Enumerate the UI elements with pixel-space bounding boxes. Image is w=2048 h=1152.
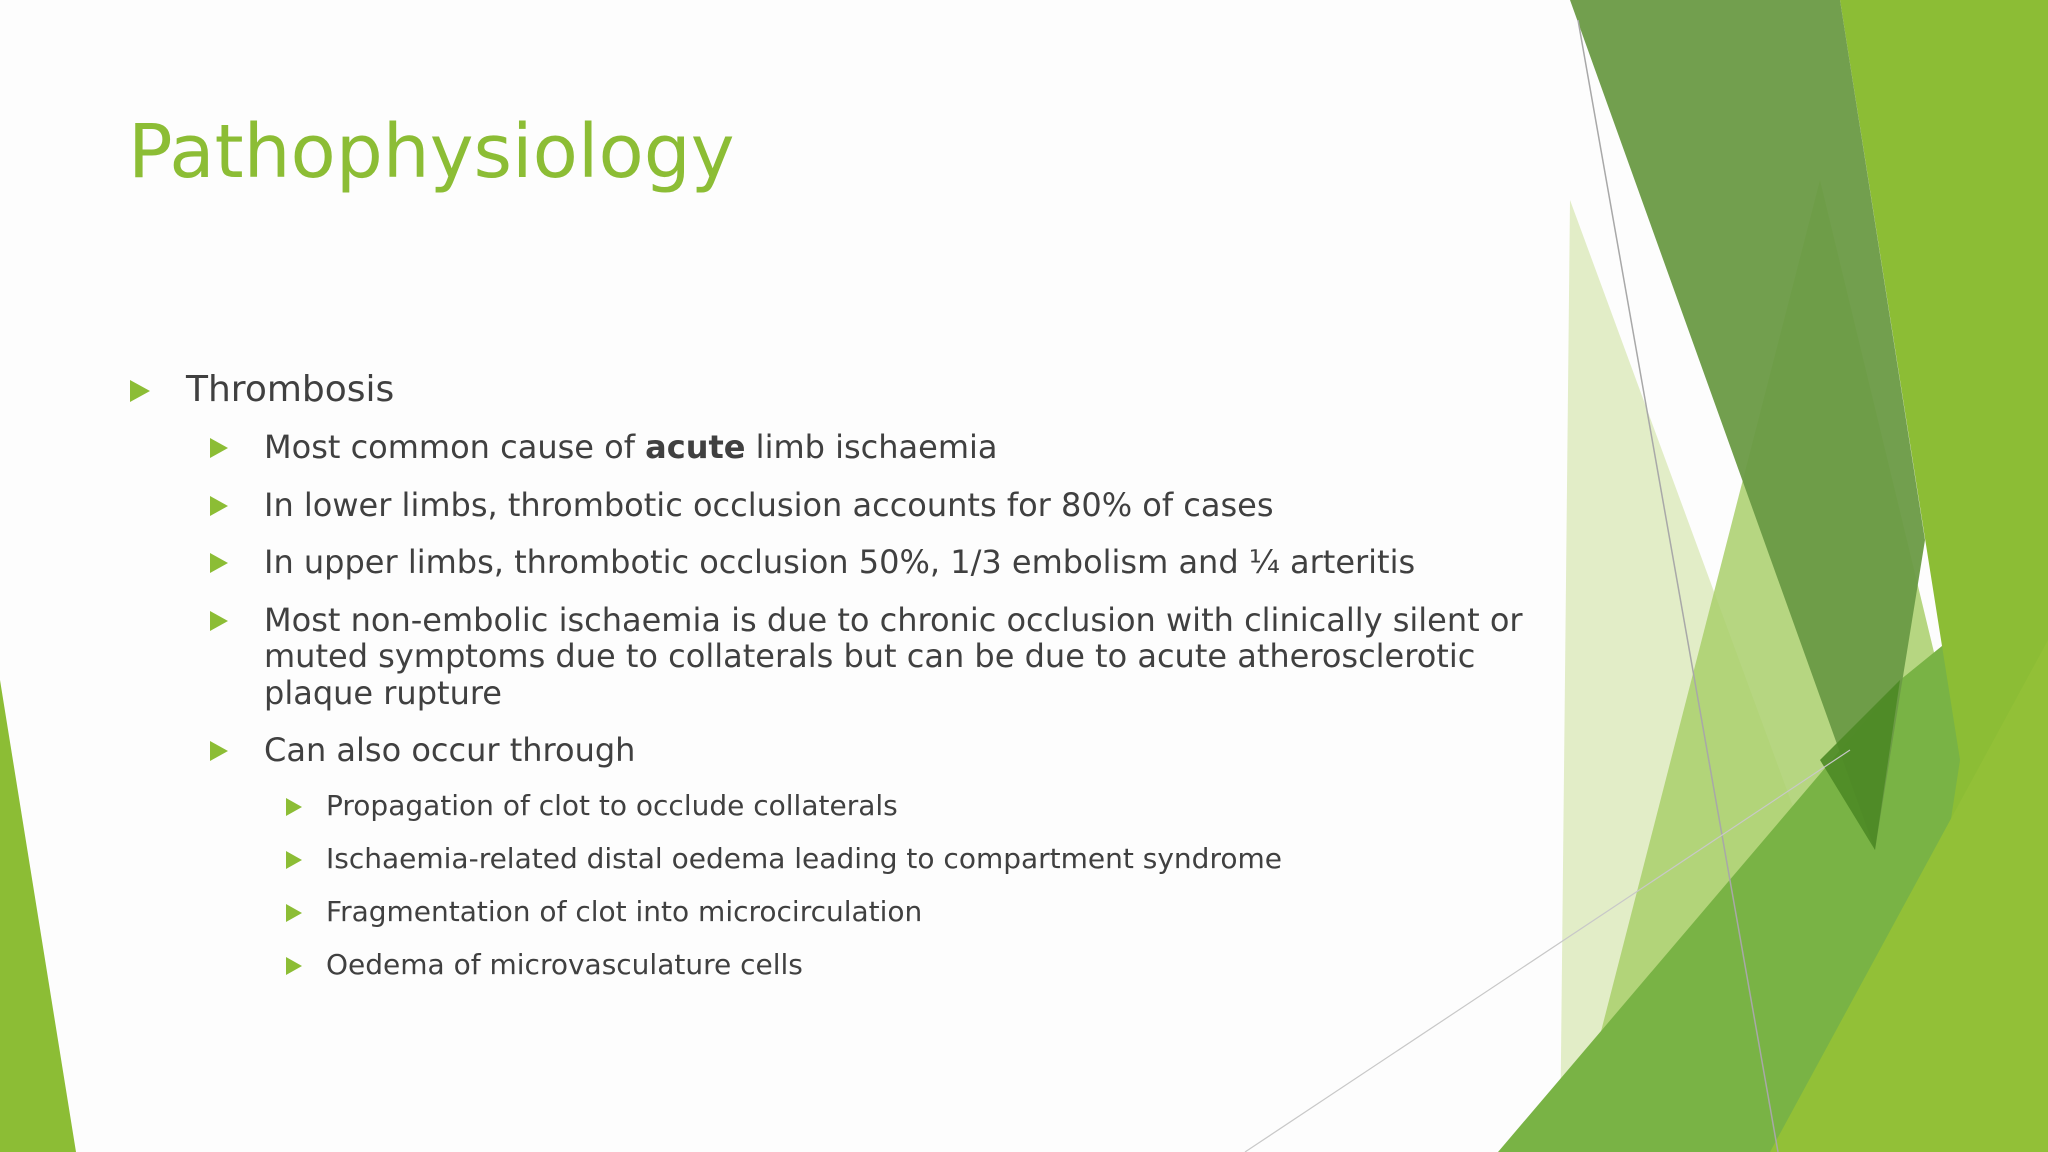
bullet-text-part: limb ischaemia — [745, 428, 998, 466]
sub-bullet-text: Oedema of microvasculature cells — [326, 947, 803, 981]
bullet-text: Thrombosis — [186, 369, 395, 410]
sub-bullet-text: Propagation of clot to occlude collaterals — [326, 788, 898, 822]
sub-bullet-item — [286, 790, 1560, 822]
bullet-text-part: Most common cause of — [264, 428, 646, 466]
bullet-text: In upper limbs, thrombotic occlusion 50%, 1/3 embolism and ¼ arteritis — [264, 543, 1416, 581]
sub-bullet-item — [286, 843, 1560, 875]
triangle-bullet-icon — [286, 957, 302, 975]
triangle-bullet-icon — [286, 851, 302, 869]
sub-bullet-item — [286, 896, 1560, 928]
sub-bullet-text: Fragmentation of clot into microcirculation — [326, 894, 923, 928]
bullet-item-lower-limbs — [210, 487, 1560, 524]
triangle-bullet-icon — [210, 741, 228, 761]
triangle-bullet-icon — [286, 798, 302, 816]
bullet-text: Most non-embolic ischaemia is due to chronic occlusion with clinically silent or muted symptoms due to collaterals but can be due to acute atherosclerotic plaque rupture — [264, 600, 1523, 712]
bullet-text: Can also occur through — [264, 731, 636, 769]
bullet-item-also-occur — [210, 732, 1560, 769]
triangle-bullet-icon — [286, 904, 302, 922]
bullet-text: In lower limbs, thrombotic occlusion accounts for 80% of cases — [264, 485, 1274, 524]
triangle-bullet-icon — [210, 553, 228, 573]
bullet-item-common-cause — [210, 429, 1560, 466]
bullet-item-thrombosis — [130, 368, 1560, 412]
slide-title: Pathophysiology — [128, 109, 735, 195]
bullet-text — [264, 429, 1560, 466]
sub-bullet-item — [286, 949, 1560, 981]
triangle-bullet-icon — [210, 611, 228, 631]
left-green-sliver — [0, 680, 76, 1152]
triangle-bullet-icon — [130, 380, 150, 402]
bullet-item-upper-limbs — [210, 544, 1560, 581]
bullet-list — [130, 368, 1560, 1002]
bold-emphasis: acute — [645, 428, 746, 466]
triangle-bullet-icon — [210, 438, 228, 458]
sub-bullet-text: Ischaemia-related distal oedema leading to compartment syndrome — [326, 841, 1282, 875]
triangle-bullet-icon — [210, 496, 228, 516]
bullet-item-non-embolic — [210, 602, 1560, 712]
